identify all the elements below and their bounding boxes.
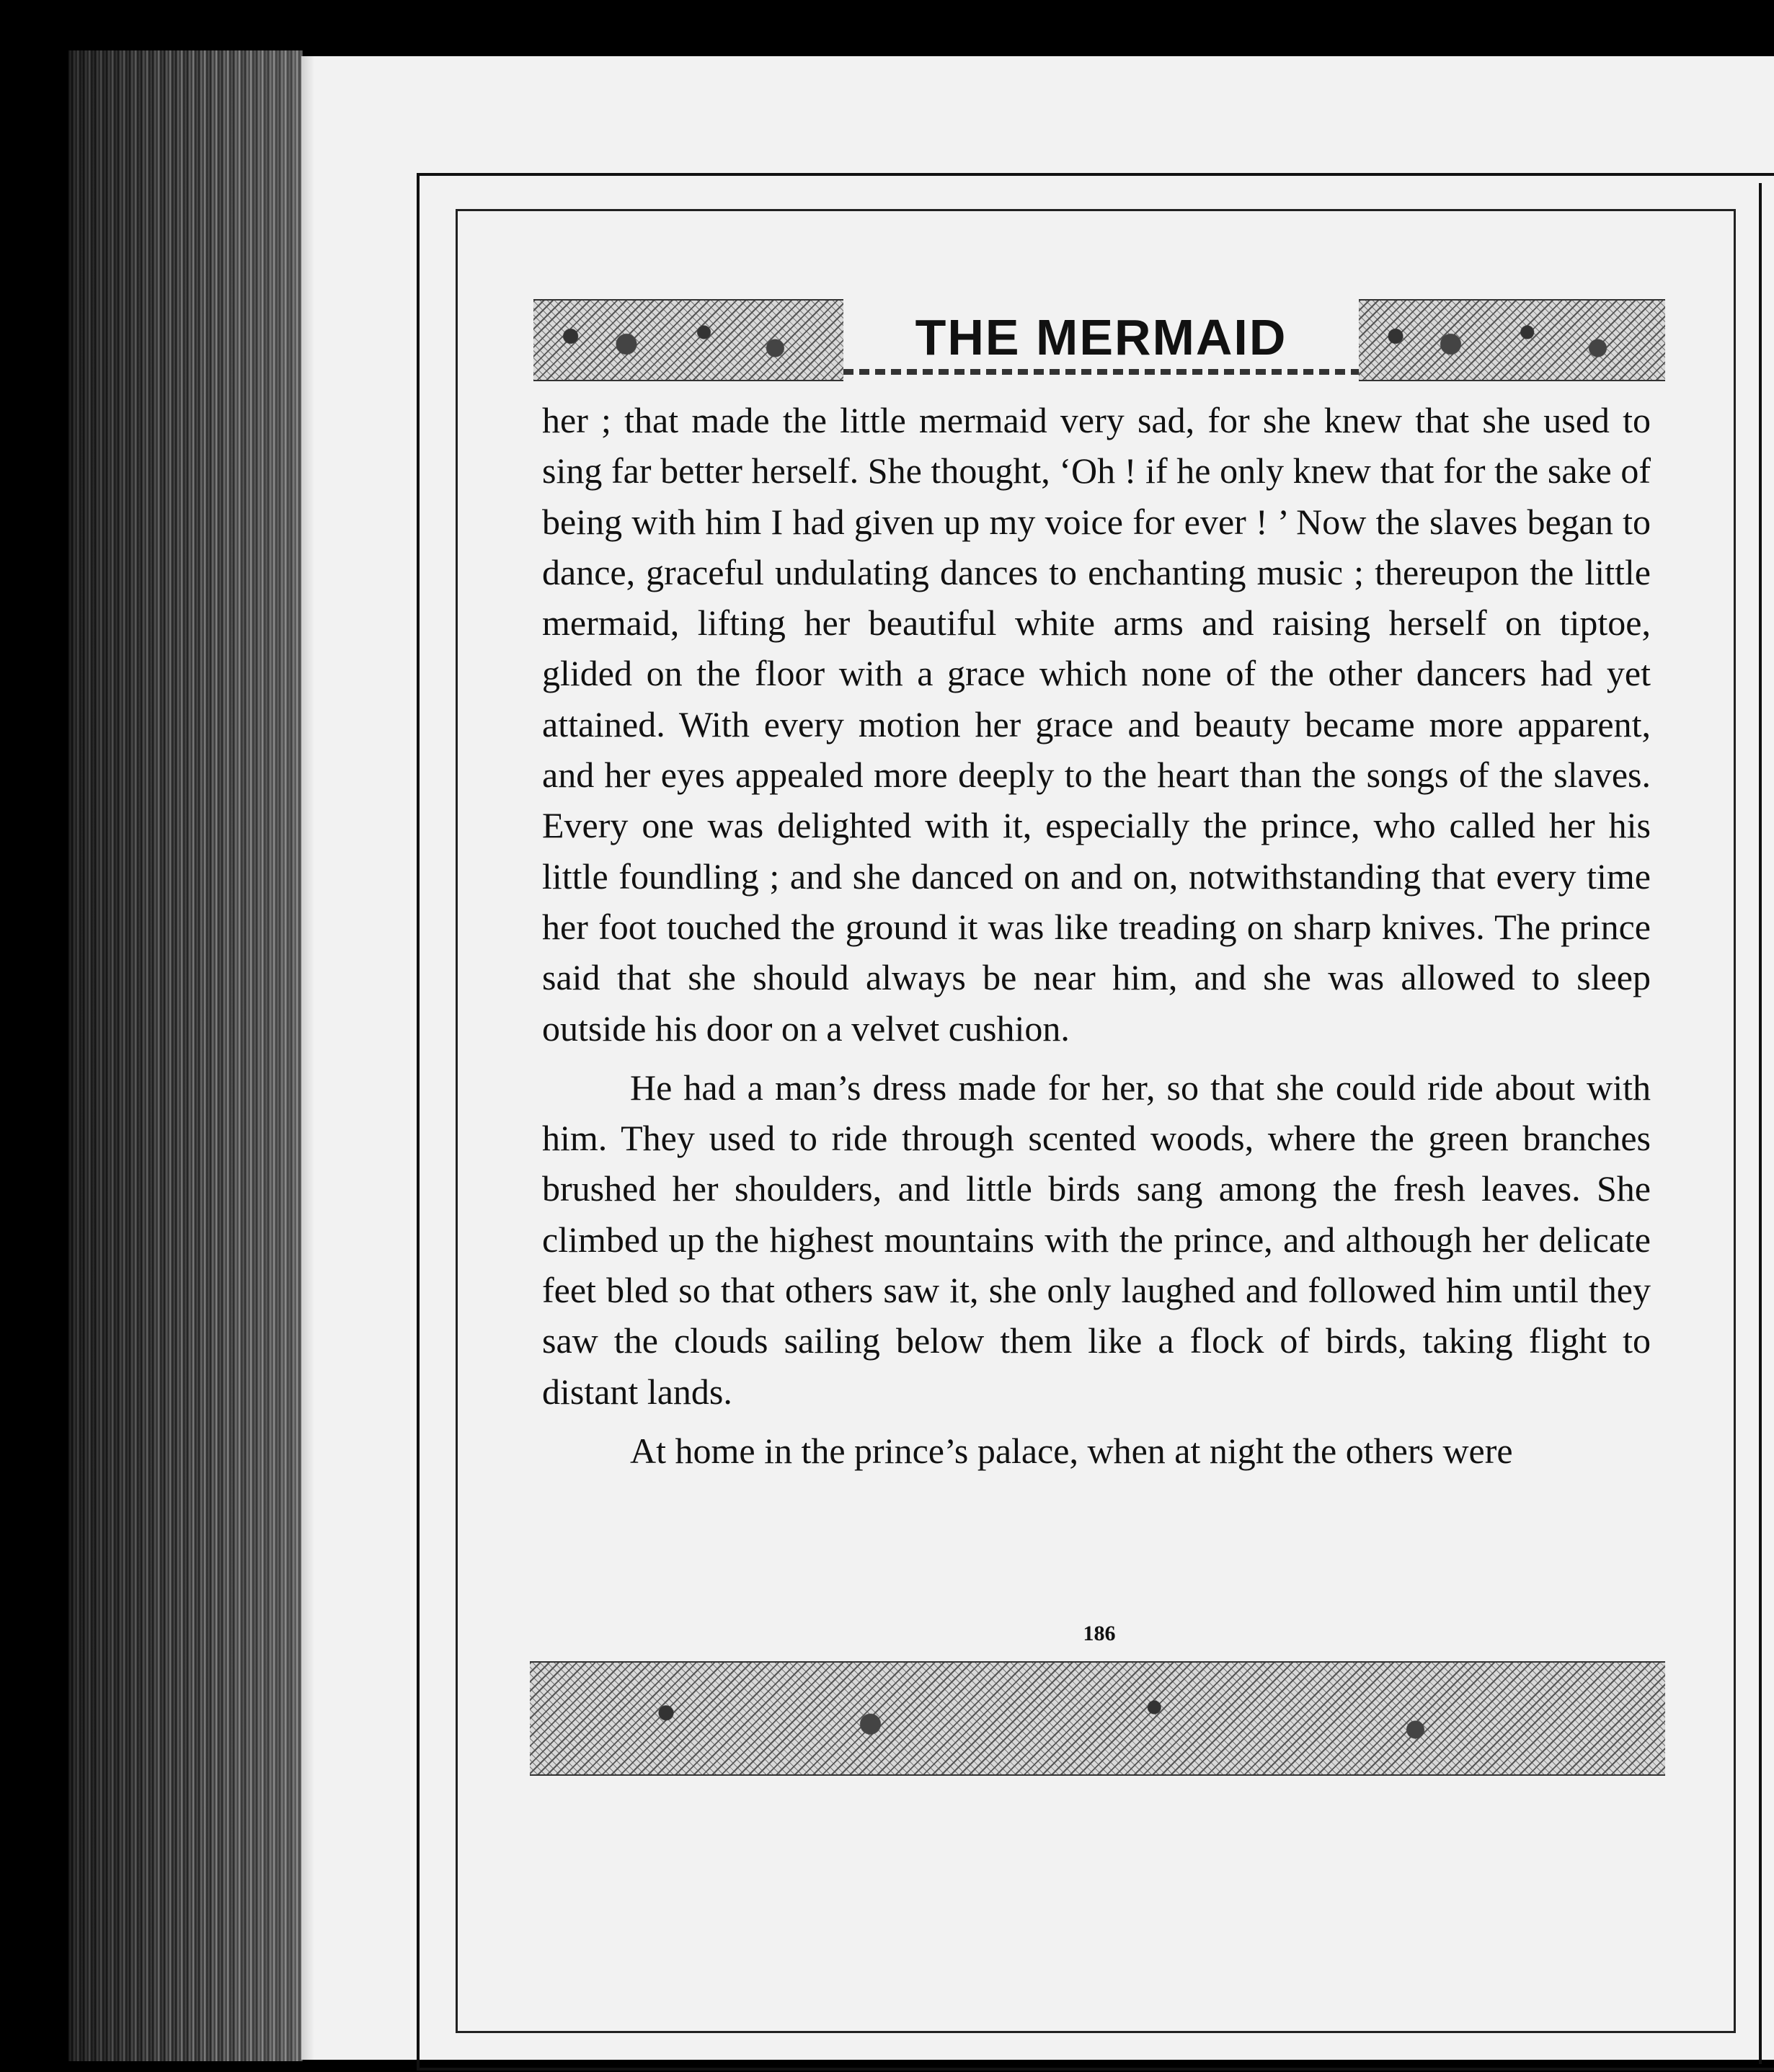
footer-ornament: [530, 1661, 1665, 1776]
body-text: [542, 395, 1651, 1476]
paragraph: her ; that made the little mermaid very sad, for she knew that she used to sing far better herself. She thought, ‘Oh ! if he only knew that for the sake of being with him I had given up my voice for ever ! ’ Now the slaves began to dance, graceful undulating dances to enchanting music ; thereupon the little mermaid, lifting her beautiful white arms and raising herself on tiptoe, glided on the floor with a grace which none of the other dancers had yet attained. With every motion her grace and beauty became more apparent, and her eyes appealed more deeply to the heart than the songs of the slaves. Every one was delighted with it, especially the prince, who called her his little foundling ; and she danced on and on, notwithstanding that every time her foot touched the ground it was like treading on sharp knives. The prince said that she should always be near him, and she was allowed to sleep outside his door on a velvet cushion.: [542, 400, 1651, 1049]
running-title: THE MERMAID: [915, 308, 1287, 365]
paragraph: He had a man’s dress made for her, so that she could ride about with him. They used to ride through scented woods, where the green branches brushed her shoulders, and little birds sang among the fresh leaves. She climbed up the highest mountains with the prince, and although her delicate feet bled so that others saw it, she only laughed and followed him until they saw the clouds sailing below them like a flock of birds, taking flight to distant lands.: [542, 1067, 1651, 1412]
paragraph: At home in the prince’s palace, when at night the others were: [630, 1430, 1513, 1471]
header-ornament-left: [533, 299, 843, 381]
right-border-rule: [1759, 183, 1762, 2064]
header-ornament-right: [1359, 299, 1665, 381]
book-page-edges: [68, 50, 303, 2061]
page-number: 186: [1083, 1622, 1116, 1645]
